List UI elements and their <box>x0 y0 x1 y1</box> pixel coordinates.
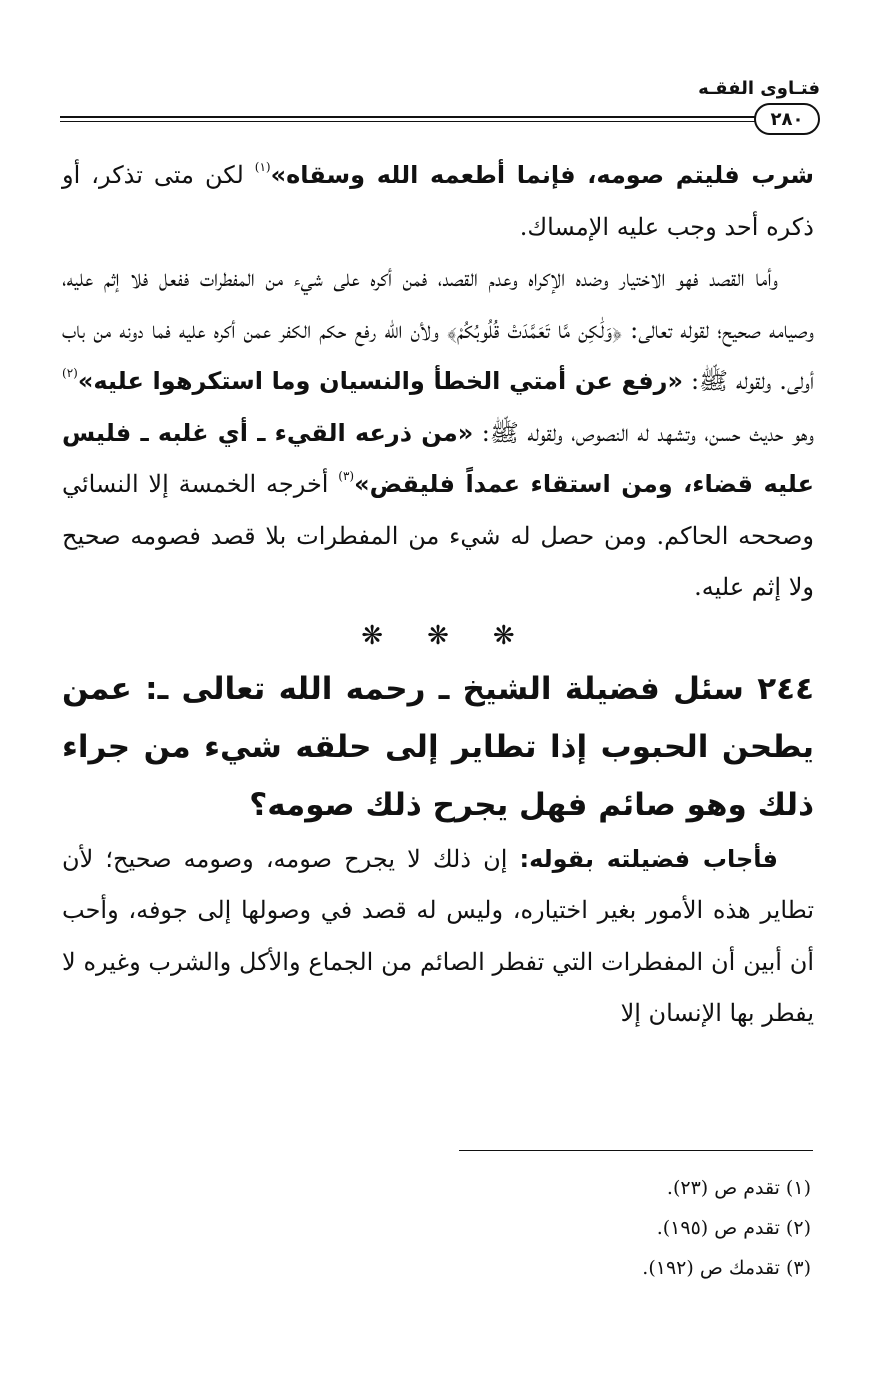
hadith-quote: شرب فليتم صومه، فإنما أطعمه الله وسقاه» <box>270 161 814 189</box>
footnote-2: (٢) تقدم ص (١٩٥). <box>656 1217 811 1239</box>
running-title: فتـاوى الفقـه <box>698 78 820 99</box>
page-number: ٢٨٠ <box>754 103 820 135</box>
footnote-ref-2: (٢) <box>62 366 78 380</box>
footnote-3: (٣) تقدمك ص (١٩٢). <box>642 1257 811 1279</box>
paragraph-text: أخرجه الخمسة إلا النسائي وصححه الحاكم. ومن حصل له شيء من المفطرات بلا قصد فصومه صحيح ولا إثم عليه. <box>62 470 814 601</box>
question-heading: ٢٤٤ سئل فضيلة الشيخ ـ رحمه الله تعالى ـ: عمن يطحن الحبوب إذا تطاير إلى حلقه شيء من جراء ذلك وهو صائم فهل يجرح ذلك صومه؟ <box>62 670 814 823</box>
paragraph-text: وأما القصد فهو الاختيار وضده الإكراه وعدم القصد، فمن أكره على شيء من المفطرات ففعل فلا إثم عليه، وصيامه صحيح؛ لقوله تعالى: ﴿وَلَٰكِن مَّا تَعَمَّدَتْ قُلُوبُكُمْ﴾ ولأن الله رفع حكم الكفر عمن أكره عليه فما دونه من باب أولى. ولقوله ﷺ: <box>62 264 814 395</box>
paragraph-text: لكن متى تذكر، أو ذكره أحد وجب عليه الإمساك. <box>62 161 814 241</box>
paragraph-1 <box>62 150 814 253</box>
body-text <box>62 150 814 1040</box>
hadith-quote: «من ذرعه القيء ـ أي غلبه ـ فليس عليه قضاء، ومن استقاء عمداً فليقض» <box>62 418 814 498</box>
footnote-1: (١) تقدم ص (٢٣). <box>666 1177 811 1199</box>
page-header <box>60 72 820 142</box>
footnotes <box>71 1168 811 1288</box>
section-separator <box>62 616 814 656</box>
paragraph-2 <box>62 253 814 614</box>
header-rule-thin <box>60 121 760 122</box>
footnote-ref-1: (١) <box>254 160 271 174</box>
asterisk-icon: ❋ <box>492 620 515 651</box>
footnote-ref-3: (٣) <box>338 469 355 483</box>
header-rule <box>60 116 760 118</box>
asterisk-icon: ❋ <box>361 620 384 651</box>
paragraph-text: وهو حديث حسن، وتشهد له النصوص، ولقوله ﷺ: <box>473 418 814 447</box>
answer-lead: فأجاب فضيلته بقوله: <box>519 844 778 873</box>
hadith-quote: «رفع عن أمتي الخطأ والنسيان وما استكرهوا عليه» <box>77 367 683 395</box>
answer-paragraph <box>62 834 814 1040</box>
answer-text: إن ذلك لا يجرح صومه، وصومه صحيح؛ لأن تطاير هذه الأمور بغير اختياره، وليس له قصد في وصولها إلى جوفه، وأحب أن أبين أن المفطرات التي تفطر الصائم من الجماع والأكل والشرب وغيره لا يفطر بها الإنسان إلا <box>62 844 814 1027</box>
footnote-divider <box>459 1150 813 1151</box>
asterisk-icon: ❋ <box>427 620 449 651</box>
